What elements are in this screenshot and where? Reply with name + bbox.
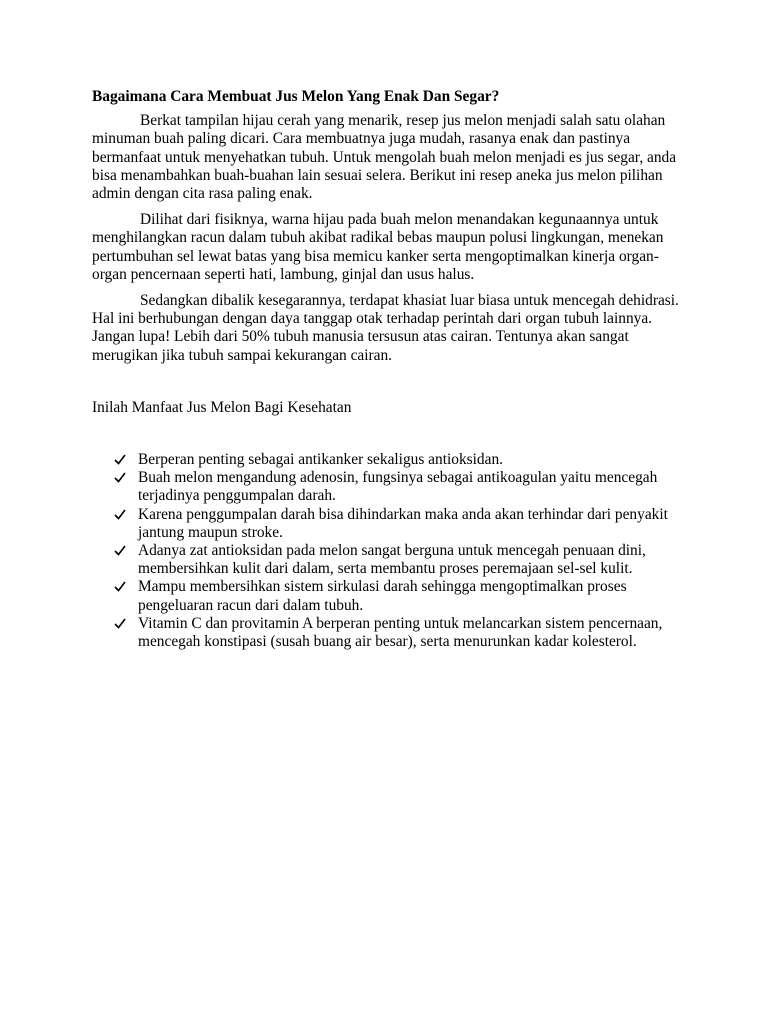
- list-item-text: Karena penggumpalan darah bisa dihindarkan maka anda akan terhindar dari penyakit jantung maupun stroke.: [138, 505, 668, 541]
- check-icon: [114, 542, 128, 560]
- document-title: Bagaimana Cara Membuat Jus Melon Yang Enak Dan Segar?: [92, 88, 500, 105]
- list-item-text: Vitamin C dan provitamin A berperan penting untuk melancarkan sistem pencernaan, mencegah konstipasi (susah buang air besar), serta menurunkan kadar kolesterol.: [138, 614, 663, 651]
- list-item: [92, 451, 682, 469]
- check-icon: [114, 451, 128, 469]
- list-item-text: Mampu membersihkan sistem sirkulasi darah sehingga mengoptimalkan proses pengeluaran racun dari dalam tubuh.: [138, 578, 627, 614]
- list-item-text: Buah melon mengandung adenosin, fungsinya sebagai antikoagulan yaitu mencegah terjadinya penggumpalan darah.: [138, 469, 658, 505]
- paragraph-dehydration: Sedangkan dibalik kesegarannya, terdapat khasiat luar biasa untuk mencegah dehidrasi. Hal ini berhubungan dengan daya tanggap otak terhadap perintah dari organ tubuh lainnya. Jangan lupa! Lebih dari 50% tubuh manusia tersusun atas cairan. Tentunya akan sangat merugikan jika tubuh sampai kekurangan cairan.: [92, 292, 679, 364]
- paragraph-physical: Dilihat dari fisiknya, warna hijau pada buah melon menandakan kegunaannya untuk menghilangkan racun dalam tubuh akibat radikal bebas maupun polusi lingkungan, menekan pertumbuhan sel lewat batas yang bisa memicu kanker serta mengoptimalkan kinerja organ-organ pencernaan seperti hati, lambung, ginjal dan usus halus.: [92, 211, 664, 283]
- list-item: [92, 578, 682, 614]
- list-item: [92, 615, 682, 651]
- check-icon: [114, 506, 128, 524]
- section-heading-benefits: Inilah Manfaat Jus Melon Bagi Kesehatan: [92, 398, 352, 416]
- list-item: [92, 469, 682, 505]
- benefits-list: [92, 451, 682, 651]
- list-item: [92, 506, 682, 542]
- document-page: [92, 88, 682, 651]
- check-icon: [114, 578, 128, 596]
- list-item: [92, 542, 682, 578]
- check-icon: [114, 615, 128, 633]
- list-item-text: Berperan penting sebagai antikanker sekaligus antioksidan.: [138, 451, 503, 469]
- check-icon: [114, 469, 128, 487]
- list-item-text: Adanya zat antioksidan pada melon sangat berguna untuk mencegah penuaan dini, membersihkan kulit dari dalam, serta membantu proses peremajaan sel-sel kulit.: [138, 542, 646, 578]
- paragraph-intro: Berkat tampilan hijau cerah yang menarik, resep jus melon menjadi salah satu olahan minuman buah paling dicari. Cara membuatnya juga mudah, rasanya enak dan pastinya bermanfaat untuk menyehatkan tubuh. Untuk mengolah buah melon menjadi es jus segar, anda bisa menambahkan buah-buahan lain sesuai selera. Berikut ini resep aneka jus melon pilihan admin dengan cita rasa paling enak.: [92, 112, 677, 203]
